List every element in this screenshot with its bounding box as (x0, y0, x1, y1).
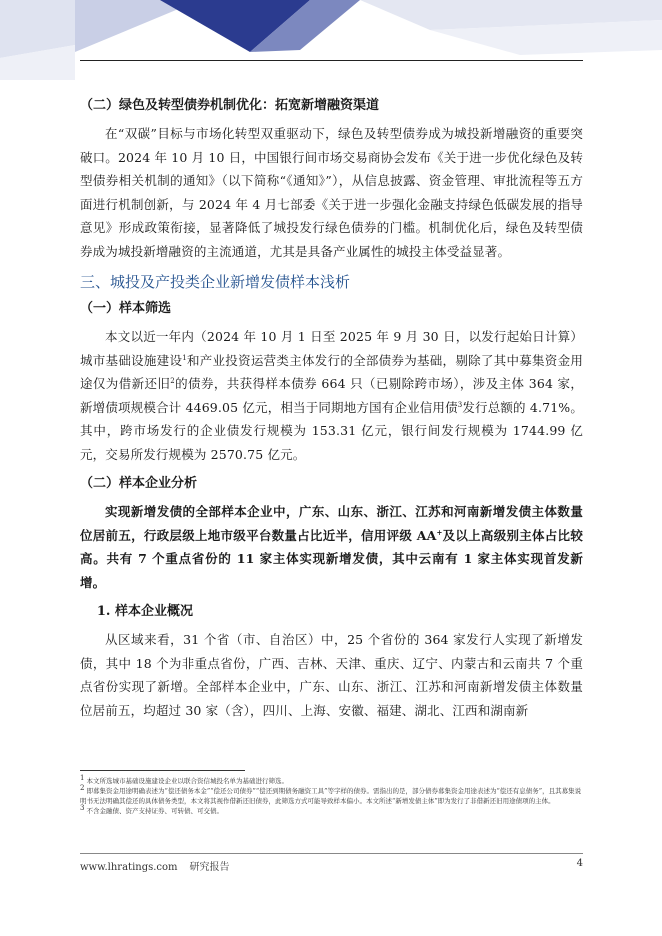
footnote-ref-3: 3 (457, 400, 463, 409)
footnote-2: $^2$ 即募集资金用途明确表述为“偿还债务本金”“偿还公司债券”“偿还到期债务融资工具”等字样的债券。需指出的是，部分债券募集资金用途表述为“偿还有息债务”，且其募集说明书无法明确其偿还的具体债务类型，本文将其视作借新还旧债券，此筛选方式可能导致样本偏小。本文所述“新增发债主体”即为发行了非借新还旧用途债项的主体。 (80, 783, 582, 805)
footer-rule (80, 853, 583, 854)
sample-selection-heading: （一）样本筛选 (80, 301, 172, 316)
section3-heading: 三、城投及产投类企业新增发债样本浅析 (80, 273, 351, 291)
header-rule (80, 60, 583, 61)
document-body (80, 96, 583, 722)
sample-selection-paragraph: 本文以近一年内（2024 年 10 月 1 日至 2025 年 9 月 30 日，以发行起始日计算）城市基础设施建设$^1$和产业投资运营类主体发行的全部债券为基础，剔除了其中募集资金用途仅为借新还旧$^2$的债券，共获得样本债券 664 只（已剔除跨市场），涉及主体 364 家，新增债项规模合计 4469.05 亿元，相当于同期地方国有企业信用债$^3$发行总额的 4.71%。其中，跨市场发行的企业债发行规模为 153.31 亿元，银行间发行规模为 1744.99 亿元，交易所发行规模为 2570.75 亿元。 (80, 329, 583, 462)
sample-analysis-summary: 实现新增发债的全部样本企业中，广东、山东、浙江、江苏和河南新增发债主体数量位居前五，行政层级上地市级平台数量占比近半，信用评级 AA+及以上高级别主体占比较高。共有 7 个重点省份的 11 家主体实现新增发债，其中云南有 1 家主体实现首发新增。 (80, 504, 583, 590)
footnote-ref-2: 2 (170, 376, 175, 385)
footnote-ref-1: 1 (182, 353, 187, 362)
footnote-1: $^1$ 本文所选城市基础设施建设企业以联合资信城投名单为基础进行筛选。 (80, 773, 289, 785)
sample-analysis-heading: （二）样本企业分析 (80, 476, 198, 491)
overview-heading: 1. 样本企业概况 (96, 604, 193, 619)
green-bond-paragraph: 在“双碳”目标与市场化转型双重驱动下，绿色及转型债券成为城投新增融资的重要突破口。2024 年 10 月 10 日，中国银行间市场交易商协会发布《关于进一步优化绿色及转型债券相关机制的通知》（以下简称“《通知》”），从信息披露、资金管理、审批流程等五方面进行机制创新，与 2024 年 4 月七部委《关于进一步强化金融支持绿色低碳发展的指导意见》形成政策衔接，显著降低了城投发行绿色债券的门槛。机制优化后，绿色及转型债券成为城投新增融资的主流通道，尤其是具备产业属性的城投主体受益显著。 (80, 126, 583, 259)
green-bond-heading: （二）绿色及转型债券机制优化：拓宽新增融资渠道 (80, 98, 380, 113)
footnote-3: $^3$ 不含金融债、资产支持证券、可转债、可交债。 (80, 803, 224, 815)
overview-paragraph: 从区域来看，31 个省（市、自治区）中，25 个省份的 364 家发行人实现了新增发债，其中 18 个为非重点省份，广西、吉林、天津、重庆、辽宁、内蒙古和云南共 7 个重点省份实现了新增。全部样本企业中，广东、山东、浙江、江苏和河南新增发债主体数量位居前五，均超过 30 家（含），四川、上海、安徽、福建、湖北、江西和湖南新 (80, 632, 583, 718)
footer-website-link[interactable]: www.lhratings.com (80, 862, 178, 873)
footer-report-type: 研究报告 (189, 862, 230, 873)
page-number: 4 (576, 858, 583, 869)
footnotes (80, 773, 583, 816)
header-decoration (0, 0, 662, 80)
footnote-rule (80, 770, 245, 771)
page-footer (80, 858, 583, 873)
